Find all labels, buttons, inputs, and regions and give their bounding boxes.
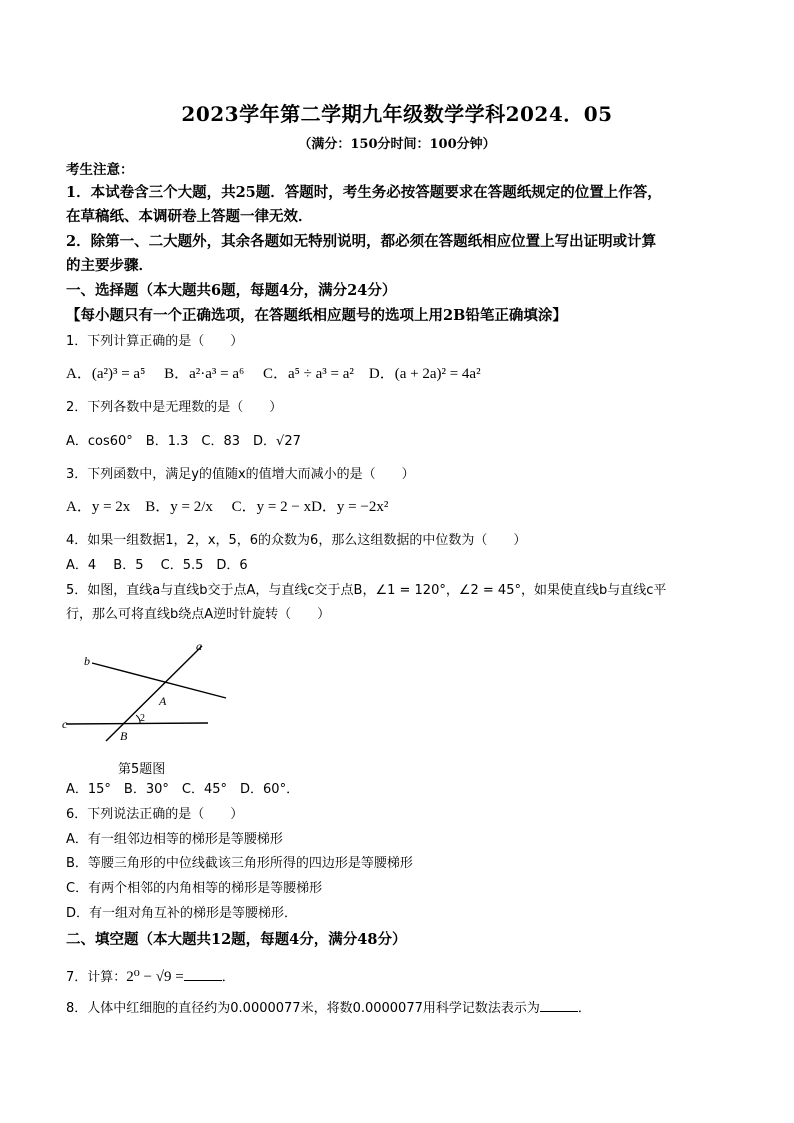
q7-expression: 2⁰ − √9 = xyxy=(126,969,184,985)
q6-option-b: B．等腰三角形的中位线截该三角形所得的四边形是等腰梯形 xyxy=(66,856,413,871)
label-a: a xyxy=(196,640,202,653)
notice-item-1b: 在草稿纸、本调研卷上答题一律无效． xyxy=(66,208,313,225)
q5-figure-caption: 第5题图 xyxy=(118,762,166,777)
q7-prefix: 7．计算： xyxy=(66,970,127,985)
q8-answer-blank[interactable] xyxy=(540,997,578,1012)
q1-options: A．(a²)³ = a⁵ B．a²·a³ = a⁶ C．a⁵ ÷ a³ = a² D．(a + 2a)² = 4a² xyxy=(66,366,481,382)
notice-heading: 考生注意： xyxy=(66,162,134,178)
q5-figure xyxy=(60,640,230,745)
notice-item-2b: 的主要步骤． xyxy=(66,257,153,274)
label-point-B: B xyxy=(120,729,128,743)
label-angle-2: 2 xyxy=(140,713,145,724)
exam-subtitle: （满分：150分时间：100分钟） xyxy=(298,137,496,152)
q6-option-d: D．有一组对角互补的梯形是等腰梯形． xyxy=(66,906,298,921)
q1-stem: 1．下列计算正确的是（ ） xyxy=(66,334,244,349)
line-a xyxy=(106,646,202,741)
q2-options: A．cos60° B．1.3 C．83 D．√27 xyxy=(66,434,301,449)
q6-option-c: C．有两个相邻的内角相等的梯形是等腰梯形 xyxy=(66,881,323,896)
q8-suffix: ． xyxy=(577,1001,591,1016)
q3-options: A．y = 2x B．y = 2/x C．y = 2 − xD．y = −2x² xyxy=(66,499,389,515)
notice-item-1a: 1．本试卷含三个大题，共25题．答题时，考生务必按答题要求在答题纸规定的位置上作答， xyxy=(66,184,662,201)
q6-option-a: A．有一组邻边相等的梯形是等腰梯形 xyxy=(66,832,283,847)
line-c xyxy=(66,723,208,724)
label-c: c xyxy=(62,717,68,731)
q7-answer-blank[interactable] xyxy=(184,966,222,981)
section-1-instruction: 【每小题只有一个正确选项，在答题纸相应题号的选项上用2B铅笔正确填涂】 xyxy=(66,307,567,324)
label-b: b xyxy=(84,654,90,668)
q4-options: A．4 B．5 C．5.5 D．6 xyxy=(66,558,248,573)
q2-stem: 2．下列各数中是无理数的是（ ） xyxy=(66,400,283,415)
q8 xyxy=(66,997,746,1019)
notice-item-2a: 2．除第一、二大题外，其余各题如无特别说明，都必须在答题纸相应位置上写出证明或计算 xyxy=(66,233,657,250)
q4-stem: 4．如果一组数据1，2，x，5，6的众数为6，那么这组数据的中位数为（ ） xyxy=(66,533,527,548)
q5-stem-a: 5．如图，直线a与直线b交于点A，与直线c交于点B，∠1 = 120°，∠2 = 45°，如果使直线b与直线c平 xyxy=(66,583,667,598)
q5-options: A．15° B．30° C．45° D．60°． xyxy=(66,782,300,797)
q7 xyxy=(66,966,746,988)
q8-text: 8．人体中红细胞的直径约为0.0000077米，将数0.0000077用科学记数法表示为 xyxy=(66,1001,540,1016)
q3-stem: 3．下列函数中，满足y的值随x的值增大而减小的是（ ） xyxy=(66,467,415,482)
line-b xyxy=(92,663,226,698)
q6-stem: 6．下列说法正确的是（ ） xyxy=(66,807,244,822)
q5-stem-b: 行，那么可将直线b绕点A逆时针旋转（ ） xyxy=(66,607,331,622)
q7-suffix: ． xyxy=(221,970,235,985)
section-2-heading: 二、填空题（本大题共12题，每题4分，满分48分） xyxy=(66,931,407,948)
exam-title: 2023学年第二学期九年级数学学科2024．05 xyxy=(181,102,613,126)
section-1-heading: 一、选择题（本大题共6题，每题4分，满分24分） xyxy=(66,282,397,299)
label-point-A: A xyxy=(159,694,167,708)
